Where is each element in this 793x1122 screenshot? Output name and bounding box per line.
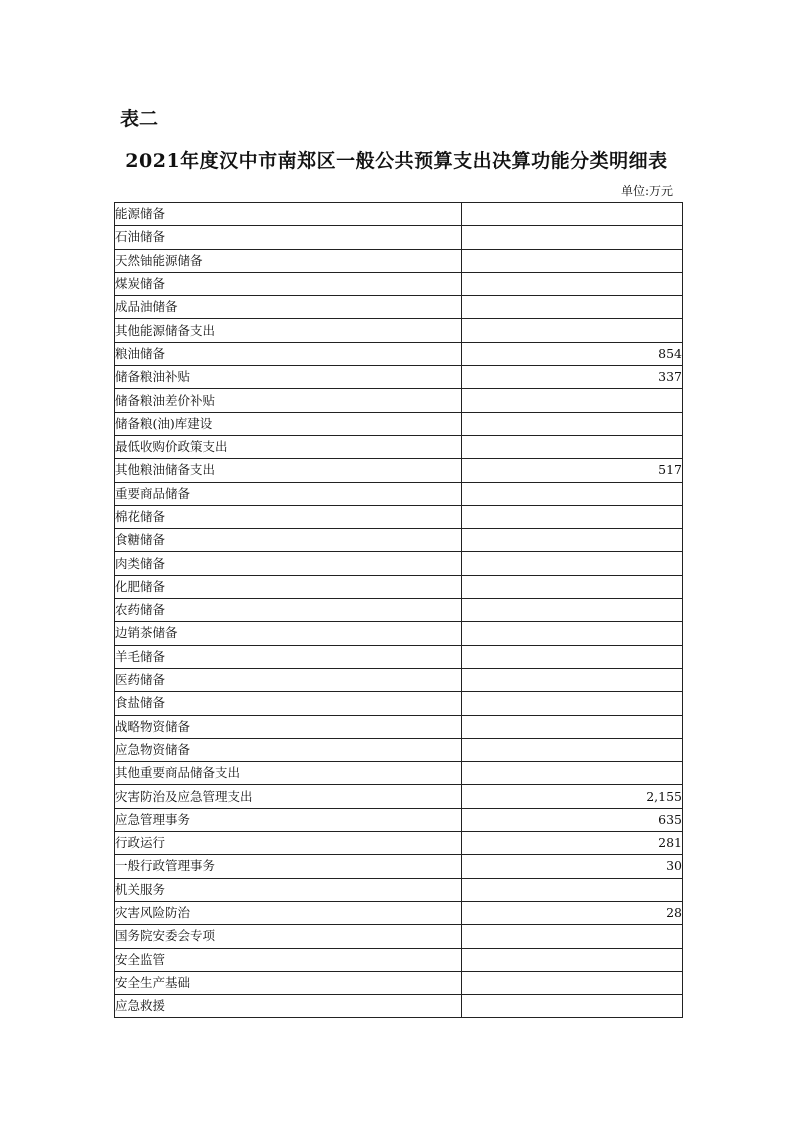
row-name-cell: 其他重要商品储备支出 <box>115 762 462 785</box>
row-name-cell: 粮油储备 <box>115 342 462 365</box>
table-row <box>115 342 683 365</box>
table-row <box>115 785 683 808</box>
table-row <box>115 925 683 948</box>
row-name-cell: 食盐储备 <box>115 692 462 715</box>
table-row <box>115 645 683 668</box>
table-row <box>115 319 683 342</box>
row-value-cell <box>462 272 683 295</box>
row-value-cell <box>462 645 683 668</box>
table-row <box>115 296 683 319</box>
row-value-cell <box>462 738 683 761</box>
row-name-cell: 安全生产基础 <box>115 971 462 994</box>
row-name-cell: 应急物资储备 <box>115 738 462 761</box>
row-value-cell <box>462 482 683 505</box>
table-row <box>115 855 683 878</box>
table-row <box>115 529 683 552</box>
table-row <box>115 808 683 831</box>
row-name-cell: 煤炭储备 <box>115 272 462 295</box>
row-name-cell: 灾害风险防治 <box>115 901 462 924</box>
table-row <box>115 459 683 482</box>
table-row <box>115 552 683 575</box>
row-name-cell: 行政运行 <box>115 832 462 855</box>
row-name-cell: 最低收购价政策支出 <box>115 435 462 458</box>
row-name-cell: 能源储备 <box>115 203 462 226</box>
table-row <box>115 599 683 622</box>
row-name-cell: 灾害防治及应急管理支出 <box>115 785 462 808</box>
row-value-cell <box>462 412 683 435</box>
row-name-cell: 其他能源储备支出 <box>115 319 462 342</box>
row-name-cell: 应急管理事务 <box>115 808 462 831</box>
table-row <box>115 272 683 295</box>
row-name-cell: 棉花储备 <box>115 505 462 528</box>
row-value-cell <box>462 692 683 715</box>
row-name-cell: 肉类储备 <box>115 552 462 575</box>
row-value-cell <box>462 599 683 622</box>
row-value-cell <box>462 762 683 785</box>
table-row <box>115 715 683 738</box>
row-value-cell <box>462 203 683 226</box>
row-value-cell <box>462 948 683 971</box>
row-value-cell <box>462 389 683 412</box>
row-name-cell: 战略物资储备 <box>115 715 462 738</box>
row-value-cell <box>462 529 683 552</box>
row-value-cell <box>462 575 683 598</box>
table-row <box>115 878 683 901</box>
row-name-cell: 重要商品储备 <box>115 482 462 505</box>
row-name-cell: 其他粮油储备支出 <box>115 459 462 482</box>
row-value-cell <box>462 622 683 645</box>
row-value-cell <box>462 319 683 342</box>
row-name-cell: 边销茶储备 <box>115 622 462 645</box>
table-row <box>115 692 683 715</box>
row-value-cell: 517 <box>462 459 683 482</box>
row-value-cell: 2,155 <box>462 785 683 808</box>
row-name-cell: 天然铀能源储备 <box>115 249 462 272</box>
table-row <box>115 412 683 435</box>
table-row <box>115 995 683 1018</box>
row-name-cell: 应急救援 <box>115 995 462 1018</box>
row-value-cell <box>462 971 683 994</box>
row-value-cell <box>462 505 683 528</box>
row-name-cell: 一般行政管理事务 <box>115 855 462 878</box>
row-name-cell: 化肥储备 <box>115 575 462 598</box>
table-row <box>115 901 683 924</box>
table-row <box>115 948 683 971</box>
row-value-cell: 635 <box>462 808 683 831</box>
row-value-cell <box>462 226 683 249</box>
row-name-cell: 成品油储备 <box>115 296 462 319</box>
table-row <box>115 762 683 785</box>
row-name-cell: 国务院安委会专项 <box>115 925 462 948</box>
table-row <box>115 832 683 855</box>
row-value-cell <box>462 435 683 458</box>
table-row <box>115 389 683 412</box>
table-number-label: 表二 <box>120 108 159 130</box>
row-value-cell: 337 <box>462 366 683 389</box>
row-value-cell <box>462 249 683 272</box>
table-row <box>115 226 683 249</box>
table-row <box>115 505 683 528</box>
table-row <box>115 575 683 598</box>
row-name-cell: 石油储备 <box>115 226 462 249</box>
row-name-cell: 农药储备 <box>115 599 462 622</box>
row-value-cell <box>462 296 683 319</box>
table-row <box>115 366 683 389</box>
table-row <box>115 249 683 272</box>
row-value-cell: 281 <box>462 832 683 855</box>
page-title: 2021年度汉中市南郑区一般公共预算支出决算功能分类明细表 <box>125 150 668 172</box>
table-row <box>115 668 683 691</box>
table-row <box>115 971 683 994</box>
row-name-cell: 储备粮油补贴 <box>115 366 462 389</box>
expenditure-table <box>114 202 683 1018</box>
row-value-cell <box>462 715 683 738</box>
row-value-cell <box>462 995 683 1018</box>
row-value-cell <box>462 925 683 948</box>
row-name-cell: 医药储备 <box>115 668 462 691</box>
table-row <box>115 482 683 505</box>
row-name-cell: 储备粮(油)库建设 <box>115 412 462 435</box>
row-value-cell <box>462 552 683 575</box>
row-name-cell: 安全监管 <box>115 948 462 971</box>
row-value-cell <box>462 668 683 691</box>
row-value-cell: 28 <box>462 901 683 924</box>
row-value-cell: 854 <box>462 342 683 365</box>
unit-label: 单位:万元 <box>620 184 673 198</box>
row-name-cell: 羊毛储备 <box>115 645 462 668</box>
row-name-cell: 食糖储备 <box>115 529 462 552</box>
row-value-cell <box>462 878 683 901</box>
row-value-cell: 30 <box>462 855 683 878</box>
table-row <box>115 203 683 226</box>
row-name-cell: 储备粮油差价补贴 <box>115 389 462 412</box>
table-row <box>115 435 683 458</box>
row-name-cell: 机关服务 <box>115 878 462 901</box>
table-body <box>115 203 683 1018</box>
table-row <box>115 738 683 761</box>
table-row <box>115 622 683 645</box>
